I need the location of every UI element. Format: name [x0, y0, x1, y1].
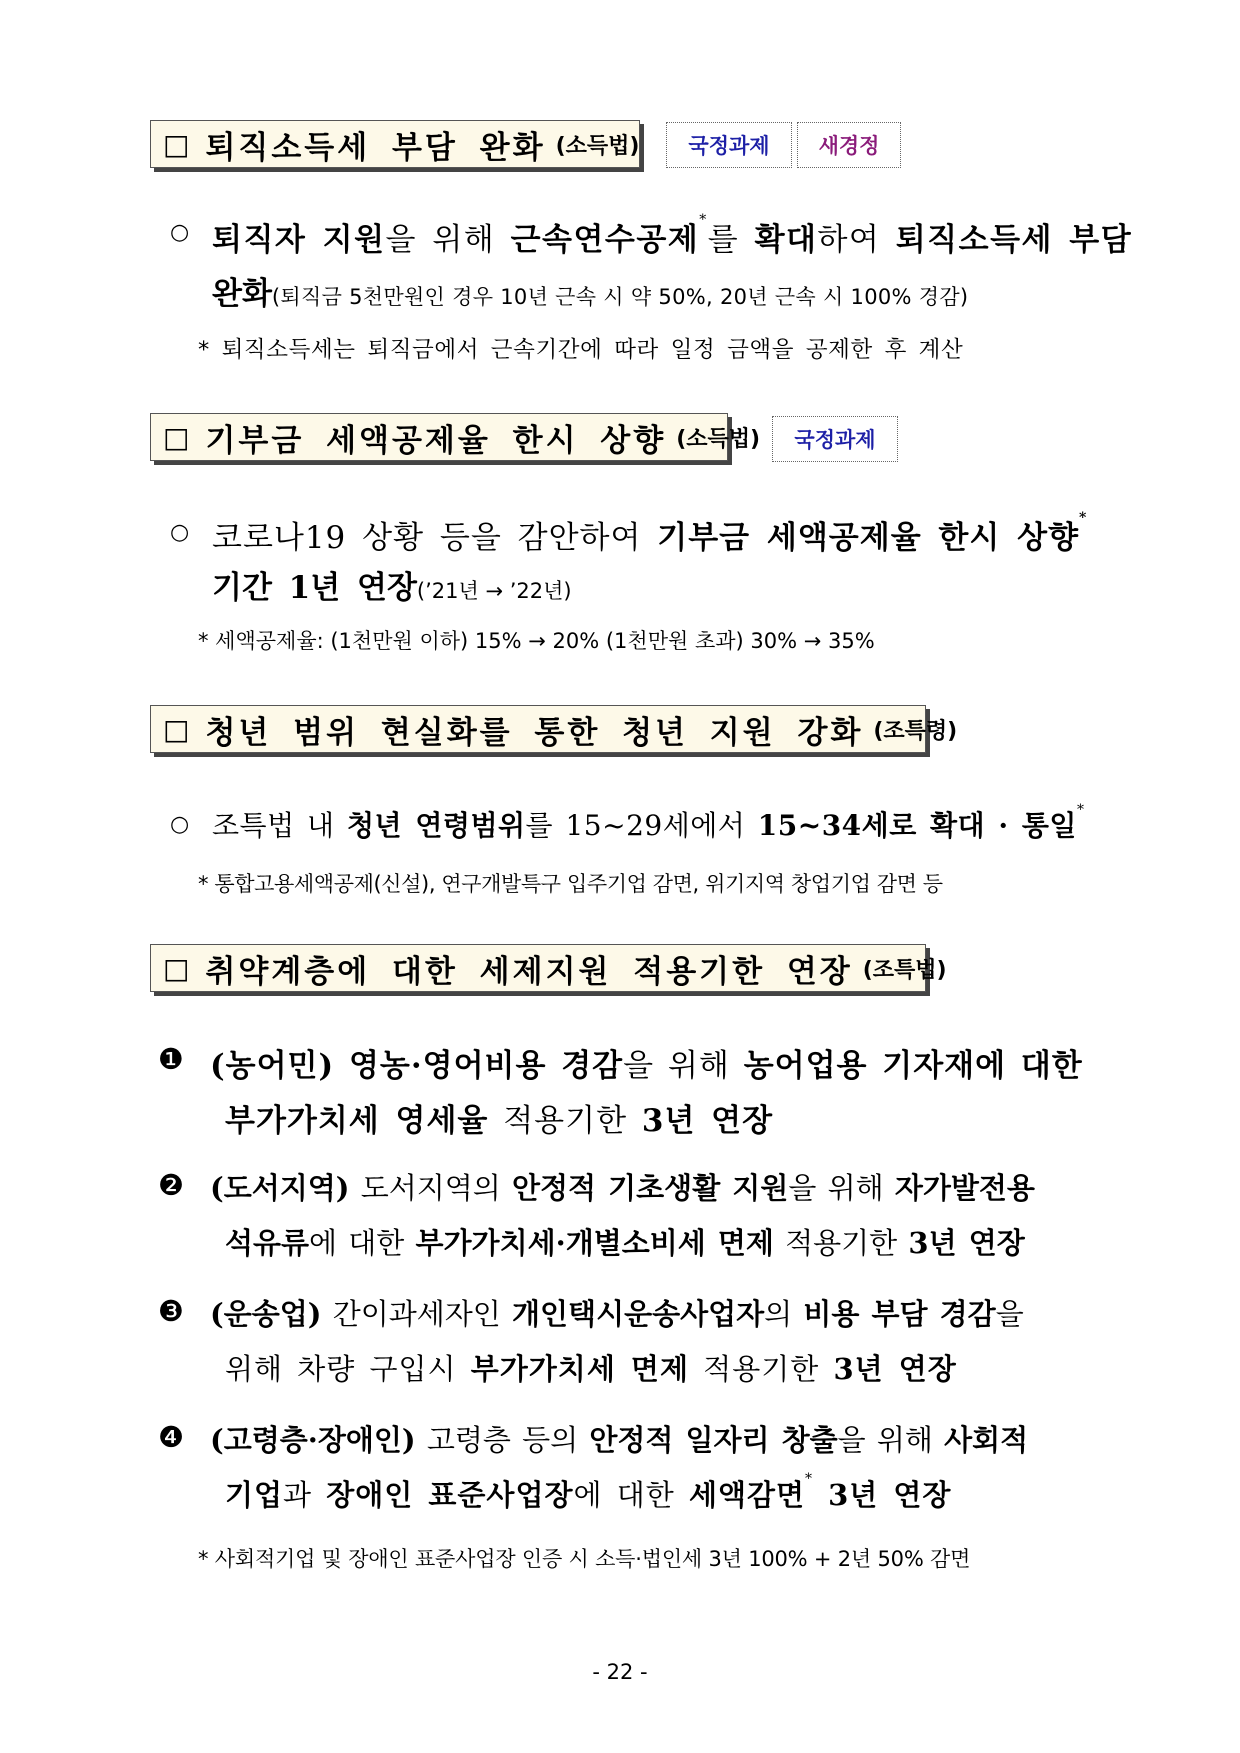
footnote: * 사회적기업 및 장애인 표준사업장 인증 시 소득·법인세 3년 100% + 2년 50% 감면 — [198, 1547, 971, 1571]
text-segment: 비용 부담 경감 — [803, 1297, 996, 1331]
tag-national-task: 국정과제 — [666, 122, 792, 168]
bullet-circle-icon: ○ — [170, 812, 190, 837]
body-line: 기간 1년 연장(’21년 → ’22년) — [212, 570, 572, 606]
text-segment: 을 — [995, 1297, 1024, 1331]
text-segment: 에 대한 — [309, 1226, 416, 1260]
text-segment: 안정적 일자리 창출 — [589, 1423, 838, 1457]
bullet-circle-icon: ○ — [170, 220, 190, 245]
text-segment: 과 — [283, 1478, 327, 1512]
page-number: - 22 - — [592, 1660, 648, 1684]
tag-new-cabinet: 새경정 — [797, 122, 901, 168]
text-segment: 을 위해 — [788, 1171, 895, 1205]
body-line: 퇴직자 지원을 위해 근속연수공제*를 확대하여 퇴직소득세 부담 — [212, 212, 1133, 258]
number-2-icon: ❷ — [158, 1168, 184, 1202]
text-segment: 을 위해 — [837, 1423, 945, 1457]
text-segment: * — [805, 1471, 814, 1487]
text-segment: 3년 연장 — [641, 1103, 774, 1139]
item-3-line-1 — [210, 1292, 1024, 1333]
text-segment: (고령층·장애인) — [210, 1423, 416, 1457]
text-segment: (도서지역) — [210, 1171, 350, 1205]
footnote: * 통합고용세액공제(신설), 연구개발특구 입주기업 감면, 위기지역 창업기업 감면 등 — [198, 872, 943, 896]
number-4-icon: ❹ — [158, 1420, 184, 1454]
footnote: * 퇴직소득세는 퇴직금에서 근속기간에 따라 일정 금액을 공제한 후 계산 — [198, 337, 964, 363]
text-segment: 영농·영어비용 경감 — [334, 1048, 624, 1084]
text-segment: 기업 — [225, 1478, 284, 1512]
item-4-line-1 — [210, 1418, 1028, 1459]
text-segment: 안정적 기초생활 지원 — [512, 1171, 789, 1205]
item-4-line-2 — [225, 1473, 951, 1514]
text-segment: 위해 차량 구입시 — [225, 1352, 471, 1386]
bullet-circle-icon: ○ — [170, 520, 190, 545]
checkbox-square-icon: □ — [163, 420, 190, 454]
text-segment: 개인택시운송사업자 — [512, 1297, 765, 1331]
item-1-line-2 — [225, 1095, 773, 1140]
text-segment: (농어민) — [210, 1048, 335, 1084]
checkbox-square-icon: □ — [163, 951, 190, 985]
body-line: 코로나19 상황 등을 감안하여 기부금 세액공제율 한시 상향* — [212, 510, 1088, 556]
text-segment: 적용기한 — [688, 1352, 834, 1386]
text-segment: 3년 연장 — [813, 1478, 952, 1512]
text-segment: 적용기한 — [488, 1103, 642, 1139]
checkbox-square-icon: □ — [163, 127, 190, 161]
law-label: (소득법) — [676, 426, 761, 452]
section-header-retirement-tax — [150, 120, 640, 168]
law-label: (조특법) — [862, 957, 947, 983]
text-segment: 3년 연장 — [908, 1226, 1025, 1260]
item-2-line-2 — [225, 1221, 1025, 1262]
law-label: (조특령) — [873, 718, 958, 744]
section-title: 취약계층에 대한 세제지원 적용기한 연장 — [205, 953, 853, 990]
body-line: 조특법 내 청년 연령범위를 15~29세에서 15~34세로 확대 · 통일* — [212, 802, 1085, 842]
text-segment: 부가가치세 면제 — [470, 1352, 689, 1386]
item-2-line-1 — [210, 1166, 1035, 1207]
text-segment: 세액감면 — [688, 1478, 806, 1512]
number-1-icon: ❶ — [158, 1042, 184, 1076]
section-header-youth-support — [150, 705, 958, 753]
section-title: 기부금 세액공제율 한시 상향 — [205, 422, 667, 459]
section-header-vulnerable-support — [150, 944, 947, 992]
text-segment: 부가가치세·개별소비세 면제 — [415, 1226, 774, 1260]
text-segment: (운송업) — [210, 1297, 322, 1331]
text-segment: 간이과세자인 — [321, 1297, 513, 1331]
text-segment: 의 — [764, 1297, 804, 1331]
body-line: 완화(퇴직금 5천만원인 경우 10년 근속 시 약 50%, 20년 근속 시 100% 경감) — [212, 276, 969, 312]
text-segment: 농어업용 기자재에 대한 — [743, 1048, 1083, 1084]
text-segment: 고령층 등의 — [415, 1423, 590, 1457]
section-title: 청년 범위 현실화를 통한 청년 지원 강화 — [205, 714, 864, 751]
text-segment: 장애인 표준사업장 — [326, 1478, 574, 1512]
text-segment: 을 위해 — [623, 1048, 744, 1084]
law-label: (소득법) — [555, 133, 640, 159]
text-segment: 석유류 — [225, 1226, 310, 1260]
section-title: 퇴직소득세 부담 완화 — [205, 129, 546, 166]
text-segment: 에 대한 — [573, 1478, 689, 1512]
item-3-line-2 — [225, 1347, 957, 1388]
text-segment: 자가발전용 — [894, 1171, 1035, 1205]
section-header-donation-credit — [150, 413, 761, 461]
footnote: * 세액공제율: (1천만원 이하) 15% → 20% (1천만원 초과) 30% → 35% — [198, 629, 875, 653]
text-segment: 도서지역의 — [349, 1171, 513, 1205]
number-3-icon: ❸ — [158, 1294, 184, 1328]
checkbox-square-icon: □ — [163, 712, 190, 746]
text-segment: 부가가치세 영세율 — [225, 1103, 489, 1139]
text-segment: 사회적 — [944, 1423, 1029, 1457]
item-1-line-1 — [210, 1040, 1083, 1085]
tag-national-task: 국정과제 — [772, 416, 898, 462]
text-segment: 3년 연장 — [833, 1352, 957, 1386]
text-segment: 적용기한 — [773, 1226, 909, 1260]
